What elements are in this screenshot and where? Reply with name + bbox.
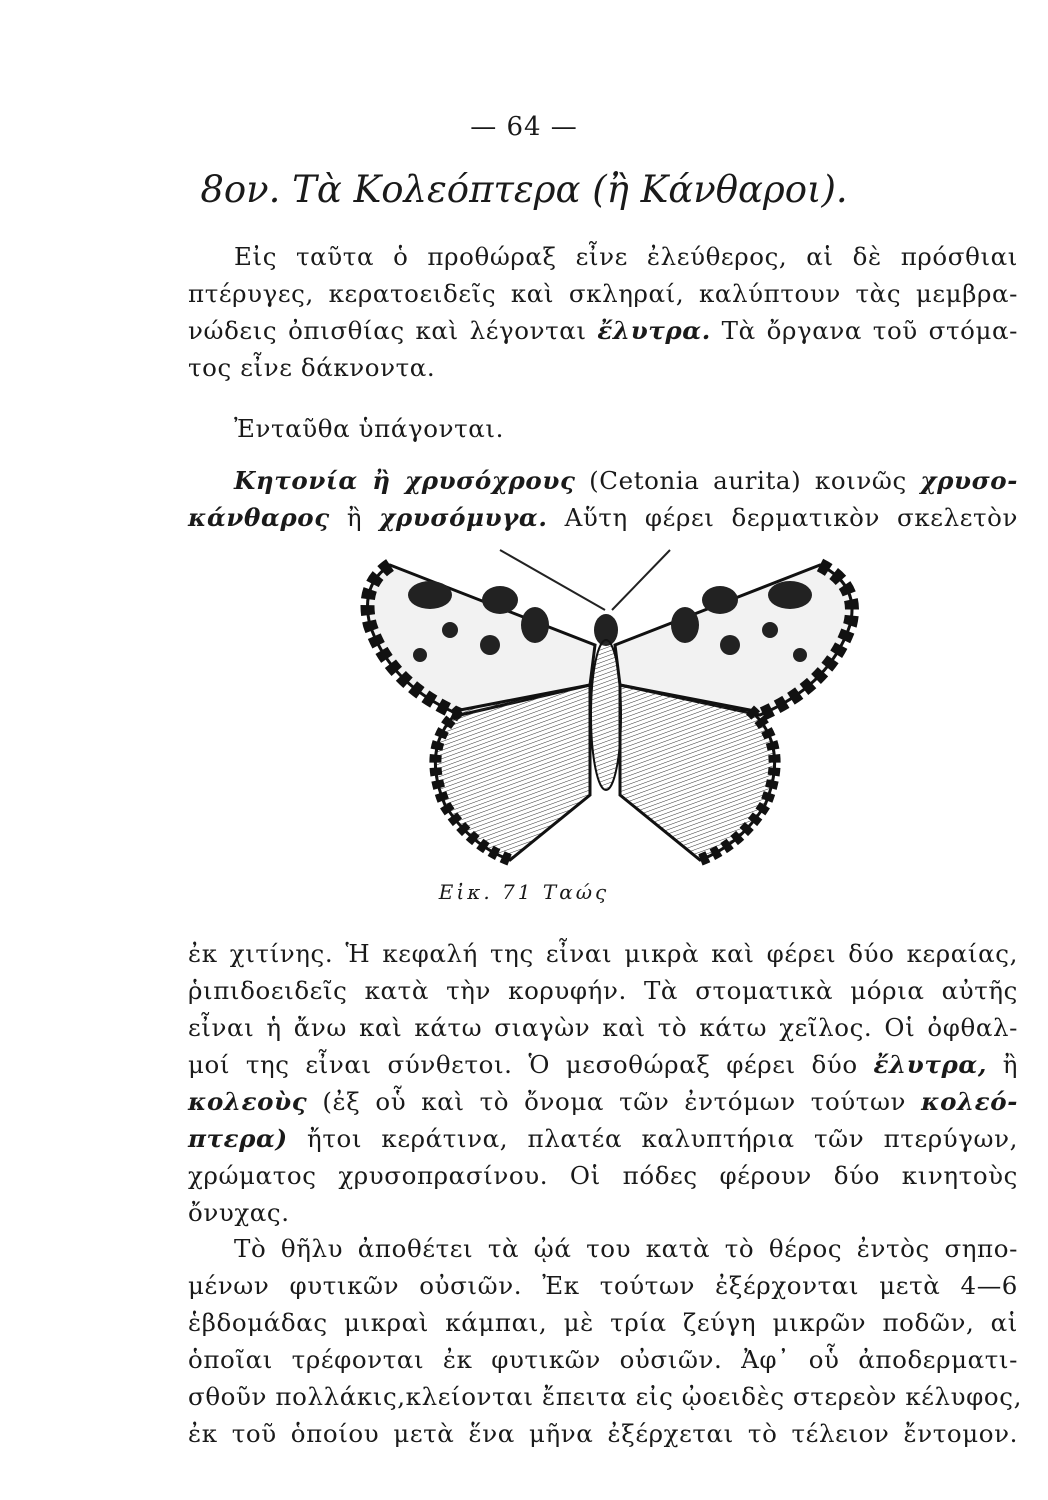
text-line xyxy=(188,1083,1018,1120)
text-fragment: μοί της εἶναι σύνθετοι. Ὁ μεσοθώραξ φέρει δύο xyxy=(188,1050,874,1079)
butterfly-illustration xyxy=(350,545,900,875)
text-fragment: ἢ xyxy=(329,503,380,532)
text-fragment: ἢ xyxy=(986,1050,1019,1079)
term-koleous: κολεοὺς xyxy=(188,1087,308,1116)
text-line: εἶναι ἡ ἄνω καὶ κάτω σιαγὼν καὶ τὸ κάτω χεῖλος. Οἱ ὀφθαλ- xyxy=(188,1013,1018,1042)
species-common-name: χρυσο- xyxy=(920,466,1018,495)
term-koleoptera: κολεό- xyxy=(921,1087,1018,1116)
text-line xyxy=(188,1120,1018,1157)
text-fragment: Τὰ ὄργανα τοῦ στόμα- xyxy=(710,316,1018,345)
text-line: χρώματος χρυσοπρασίνου. Οἱ πόδες φέρουν δύο κινητοὺς xyxy=(188,1161,1018,1190)
text-line: Τὸ θῆλυ ἀποθέτει τὰ ᾠά του κατὰ τὸ θέρος ἐντὸς σηπο- xyxy=(234,1234,1018,1263)
page-number: — 64 — xyxy=(470,112,578,142)
text-line: ὁποῖαι τρέφονται ἐκ φυτικῶν οὐσιῶν. Ἀφ᾽ οὗ ἀποδερματι- xyxy=(188,1345,1018,1374)
text-line: πτέρυγες, κερατοειδεῖς καὶ σκληραί, καλύπτουν τὰς μεμβρα- xyxy=(188,279,1018,308)
species-common-name: κάνθαρος xyxy=(188,503,330,532)
text-fragment: ἤτοι κεράτινα, πλατέα καλυπτήρια τῶν πτερύγων, xyxy=(287,1124,1018,1153)
text-fragment: (ἐξ οὗ καὶ τὸ ὄνομα τῶν ἐντόμων τούτων xyxy=(307,1087,922,1116)
text-fragment: νώδεις ὀπισθίας καὶ λέγονται xyxy=(188,316,598,345)
text-line xyxy=(188,499,1018,536)
text-line: Εἰς ταῦτα ὁ προθώραξ εἶνε ἐλεύθερος, αἱ δὲ πρόσθιαι xyxy=(234,242,1018,271)
species-latin: (Cetonia aurita) κοινῶς xyxy=(575,466,921,495)
final-paragraph xyxy=(188,1230,1022,1452)
subheading-text: Ἐνταῦθα ὑπάγονται. xyxy=(234,414,504,443)
text-line: ἐκ χιτίνης. Ἡ κεφαλή της εἶναι μικρὰ καὶ φέρει δύο κεραίας, xyxy=(188,939,1018,968)
text-line: σθοῦν πολλάκις,κλείονται ἔπειτα εἰς ᾠοειδὲς στερεὸν κέλυφος, xyxy=(188,1382,1022,1411)
figure-caption: Εἰκ. 71 Ταώς xyxy=(438,880,610,904)
text-line xyxy=(188,1046,1018,1083)
text-line xyxy=(188,312,1018,349)
text-line: ῥιπιδοειδεῖς κατὰ τὴν κορυφήν. Τὰ στοματικὰ μόρια αὐτῆς xyxy=(188,976,1018,1005)
term-elytra: ἔλυτρα, xyxy=(873,1050,987,1079)
text-line: τος εἶνε δάκνοντα. xyxy=(188,353,436,382)
species-common-name: χρυσόμυγα. xyxy=(379,503,548,532)
intro-paragraph xyxy=(188,238,1018,386)
body-paragraph xyxy=(188,935,1018,1231)
text-line: μένων φυτικῶν οὐσιῶν. Ἐκ τούτων ἐξέρχονται μετὰ 4—6 xyxy=(188,1271,1018,1300)
species-name: Κητονία ἢ χρυσόχρους xyxy=(234,466,576,495)
term-koleoptera: πτερα) xyxy=(188,1124,288,1153)
text-line: ἑβδομάδας μικραὶ κάμπαι, μὲ τρία ζεύγη μικρῶν ποδῶν, αἱ xyxy=(188,1308,1018,1337)
term-elytra: ἔλυτρα. xyxy=(597,316,711,345)
subheading xyxy=(188,410,1018,447)
species-paragraph xyxy=(188,462,1018,536)
section-heading: 8ον. Τὰ Κολεόπτερα (ἢ Κάνθαροι). xyxy=(200,168,848,211)
text-line xyxy=(188,462,1018,499)
text-fragment: Αὕτη φέρει δερματικὸν σκελετὸν xyxy=(547,503,1018,532)
text-line: ἐκ τοῦ ὁποίου μετὰ ἕνα μῆνα ἐξέρχεται τὸ τέλειον ἔντομον. xyxy=(188,1419,1018,1448)
text-line: ὄνυχας. xyxy=(188,1198,290,1227)
